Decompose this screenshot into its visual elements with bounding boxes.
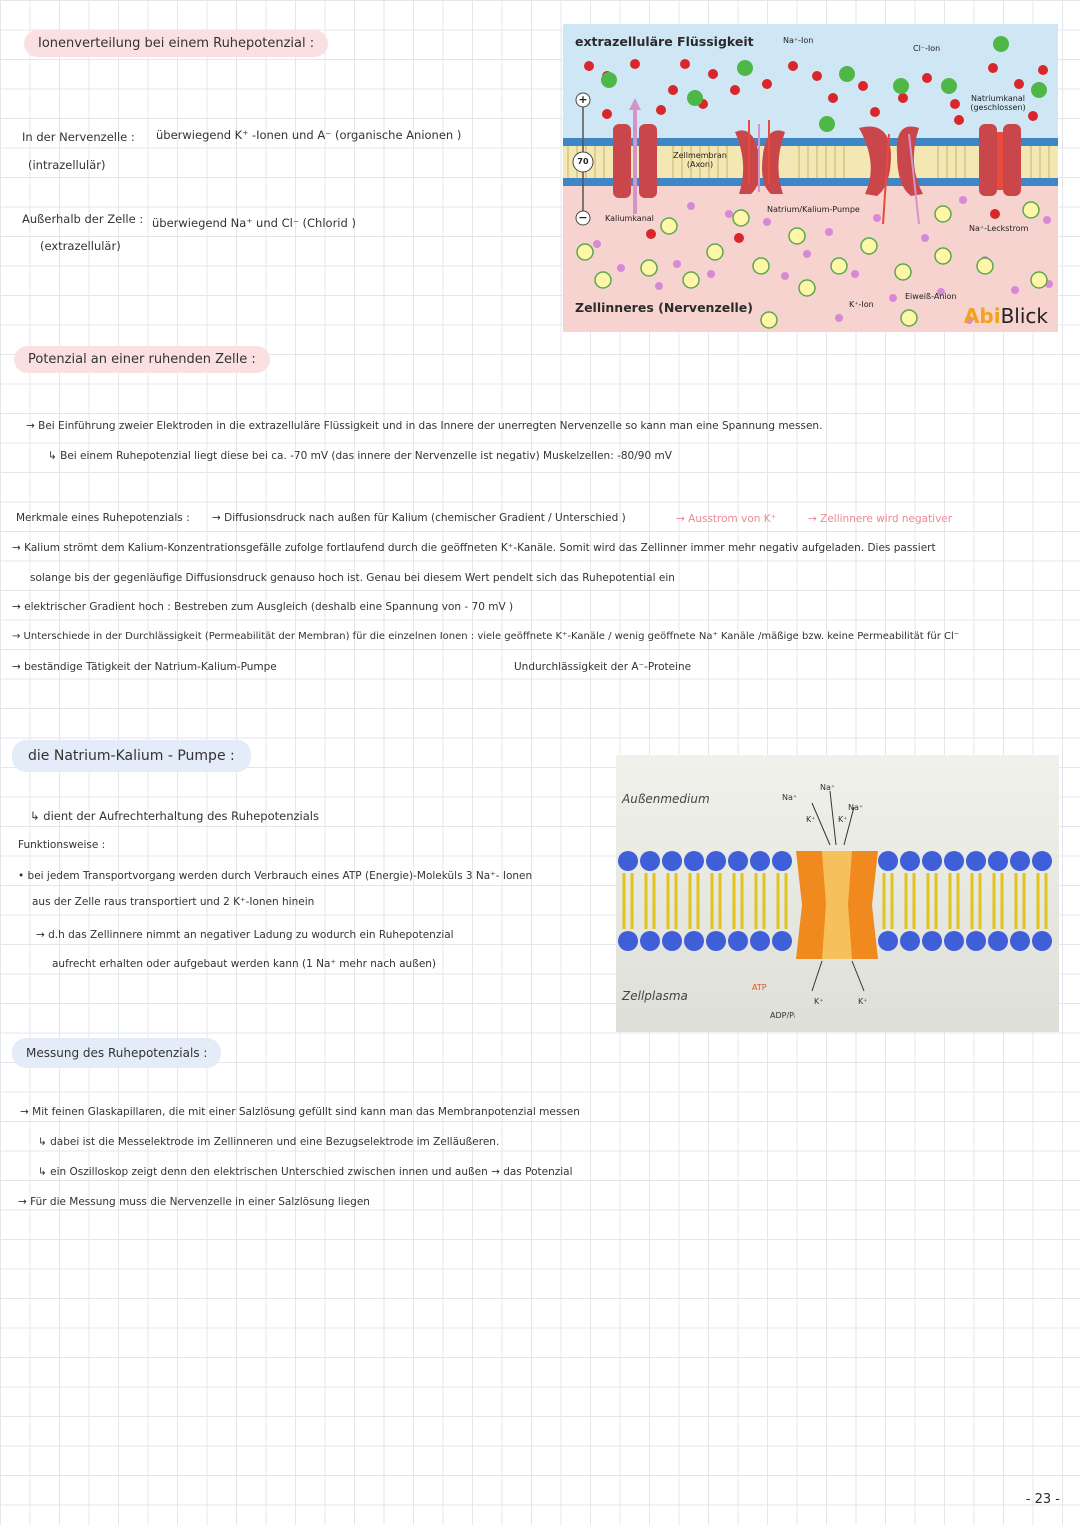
fig1-protein-anion-label: Eiweiß-Anion [905,292,957,301]
figure-sodium-potassium-pump [616,755,1059,1032]
sodium-channel [979,124,1021,196]
fig2-k-label-top-1: K⁺ [806,815,816,824]
fig1-cl-ion-label: Cl⁻-Ion [913,44,941,53]
features-line5b: Undurchlässigkeit der A⁻-Proteine [514,661,692,673]
pump-channel-1 [735,120,785,194]
features-line5: → beständige Tätigkeit der Natrium-Kalium-Pumpe [12,661,277,673]
features-arrow-negative: → Zellinnere wird negativer [808,513,953,525]
inside-text: überwiegend K⁺ -Ionen und A⁻ (organische Anionen ) [156,128,462,142]
heading-pump: die Natrium-Kalium - Pumpe : [12,740,251,772]
heading-ion-distribution: Ionenverteilung bei einem Ruhepotenzial : [24,30,328,57]
measurement-line3: ↳ ein Oszilloskop zeigt denn den elektrischen Unterschied zwischen innen und außen → das Potenzial [38,1166,573,1178]
features-line3: → elektrischer Gradient hoch : Bestreben zum Ausgleich (deshalb eine Spannung von - 70 mV ) [12,601,514,613]
heading-measurement: Messung des Ruhepotenzials : [12,1038,221,1068]
outside-text: überwiegend Na⁺ und Cl⁻ (Chlorid ) [152,216,356,230]
fig1-title-extracellular: extrazelluläre Flüssigkeit [575,34,754,49]
outside-sub: (extrazellulär) [40,239,121,253]
pump-func-label: Funktionsweise : [18,839,106,851]
pump-line3: → d.h das Zellinnere nimmt an negativer Ladung zu wodurch ein Ruhepotenzial [36,929,454,941]
outside-label: Außerhalb der Zelle : [22,212,144,226]
fig1-potassium-channel-label: Kaliumkanal [605,214,654,223]
measurement-line2: ↳ dabei ist die Messelektrode im Zellinneren und eine Bezugselektrode im Zelläußeren. [38,1136,500,1148]
fig2-na-label-3: Na⁺ [848,803,864,812]
pump-intro: ↳ dient der Aufrechterhaltung des Ruhepotenzials [30,809,319,823]
fig1-title-intracellular: Zellinneres (Nervenzelle) [575,300,753,315]
pump-line1: • bei jedem Transportvorgang werden durch Verbrauch eines ATP (Energie)-Moleküls 3 Na⁺- Ionen [18,870,533,882]
inside-label: In der Nervenzelle : [22,130,135,144]
fig2-inside-label: Zellplasma [622,989,688,1003]
fig2-na-label-1: Na⁺ [782,793,798,802]
heading-potential: Potenzial an einer ruhenden Zelle : [14,346,270,373]
fig1-plus-sign: + [578,93,588,106]
abiblick-logo: AbiBlick [963,304,1048,328]
figure-resting-potential [563,24,1058,332]
measurement-line1: → Mit feinen Glaskapillaren, die mit einer Salzlösung gefüllt sind kann man das Membranpotenzial messen [20,1106,580,1118]
fig1-membrane-label: Zellmembran (Axon) [673,151,727,169]
page-number: - 23 - [1025,1492,1060,1507]
fig2-k-label-bottom-1: K⁺ [814,997,824,1006]
fig2-k-label-bottom-2: K⁺ [858,997,868,1006]
features-arrow-outflow: → Ausstrom von K⁺ [676,513,777,525]
potential-line1: → Bei Einführung zweier Elektroden in die extrazelluläre Flüssigkeit und in das Innere der unerregten Nervenzelle so kann man eine Spannung messen. [26,420,823,432]
pump-line2: aus der Zelle raus transportiert und 2 K⁺-Ionen hinein [32,896,315,908]
fig1-minus-sign: − [578,211,588,224]
fig1-pump-label: Natrium/Kalium-Pumpe [767,205,860,214]
inside-sub: (intrazellulär) [28,158,106,172]
measurement-line4: → Für die Messung muss die Nervenzelle in einer Salzlösung liegen [18,1196,370,1208]
figure-resting-potential-svg [563,24,1058,332]
fig2-adp-label: ADP/Pᵢ [770,1011,796,1020]
pump-protein [796,851,878,959]
fig2-na-label-2: Na⁺ [820,783,836,792]
features-line2: solange bis der gegenläufige Diffusionsdruck genauso hoch ist. Genau bei diesem Wert pendelt sich das Ruhepotential ein [30,572,675,584]
heading-features: Merkmale eines Ruhepotenzials : [16,512,190,524]
fig1-leak-label: Na⁺-Leckstrom [969,224,1029,233]
fig1-voltage: 70 [577,157,589,166]
fig1-sodium-channel-label: Natriumkanal (geschlossen) [970,94,1026,112]
pump-line4: aufrecht erhalten oder aufgebaut werden kann (1 Na⁺ mehr nach außen) [52,958,437,970]
fig2-atp-label: ATP [752,983,767,992]
features-line1: → Kalium strömt dem Kalium-Konzentrationsgefälle zufolge fortlaufend durch die geöffneten K⁺-Kanäle. Somit wird das Zellinner immer mehr negativ aufgeladen. Dies passiert [12,542,936,554]
fig2-outside-label: Außenmedium [622,792,710,806]
potential-line2: ↳ Bei einem Ruhepotenzial liegt diese bei ca. -70 mV (das innere der Nervenzelle ist negativ) Muskelzellen: -80/90 mV [48,450,672,462]
features-diffusion: → Diffusionsdruck nach außen für Kalium (chemischer Gradient / Unterschied ) [212,512,626,524]
fig1-k-ion-label: K⁺-Ion [849,300,874,309]
fig1-na-ion-label: Na⁺-Ion [783,36,814,45]
fig2-k-label-top-2: K⁺ [838,815,848,824]
features-line4: → Unterschiede in der Durchlässigkeit (Permeabilität der Membran) für die einzelnen Ionen : viele geöffnete K⁺-Kanäle / wenig geöffnete Na⁺ Kanäle /mäßige bzw. keine Permeabilität für Cl⁻ [12,631,960,642]
